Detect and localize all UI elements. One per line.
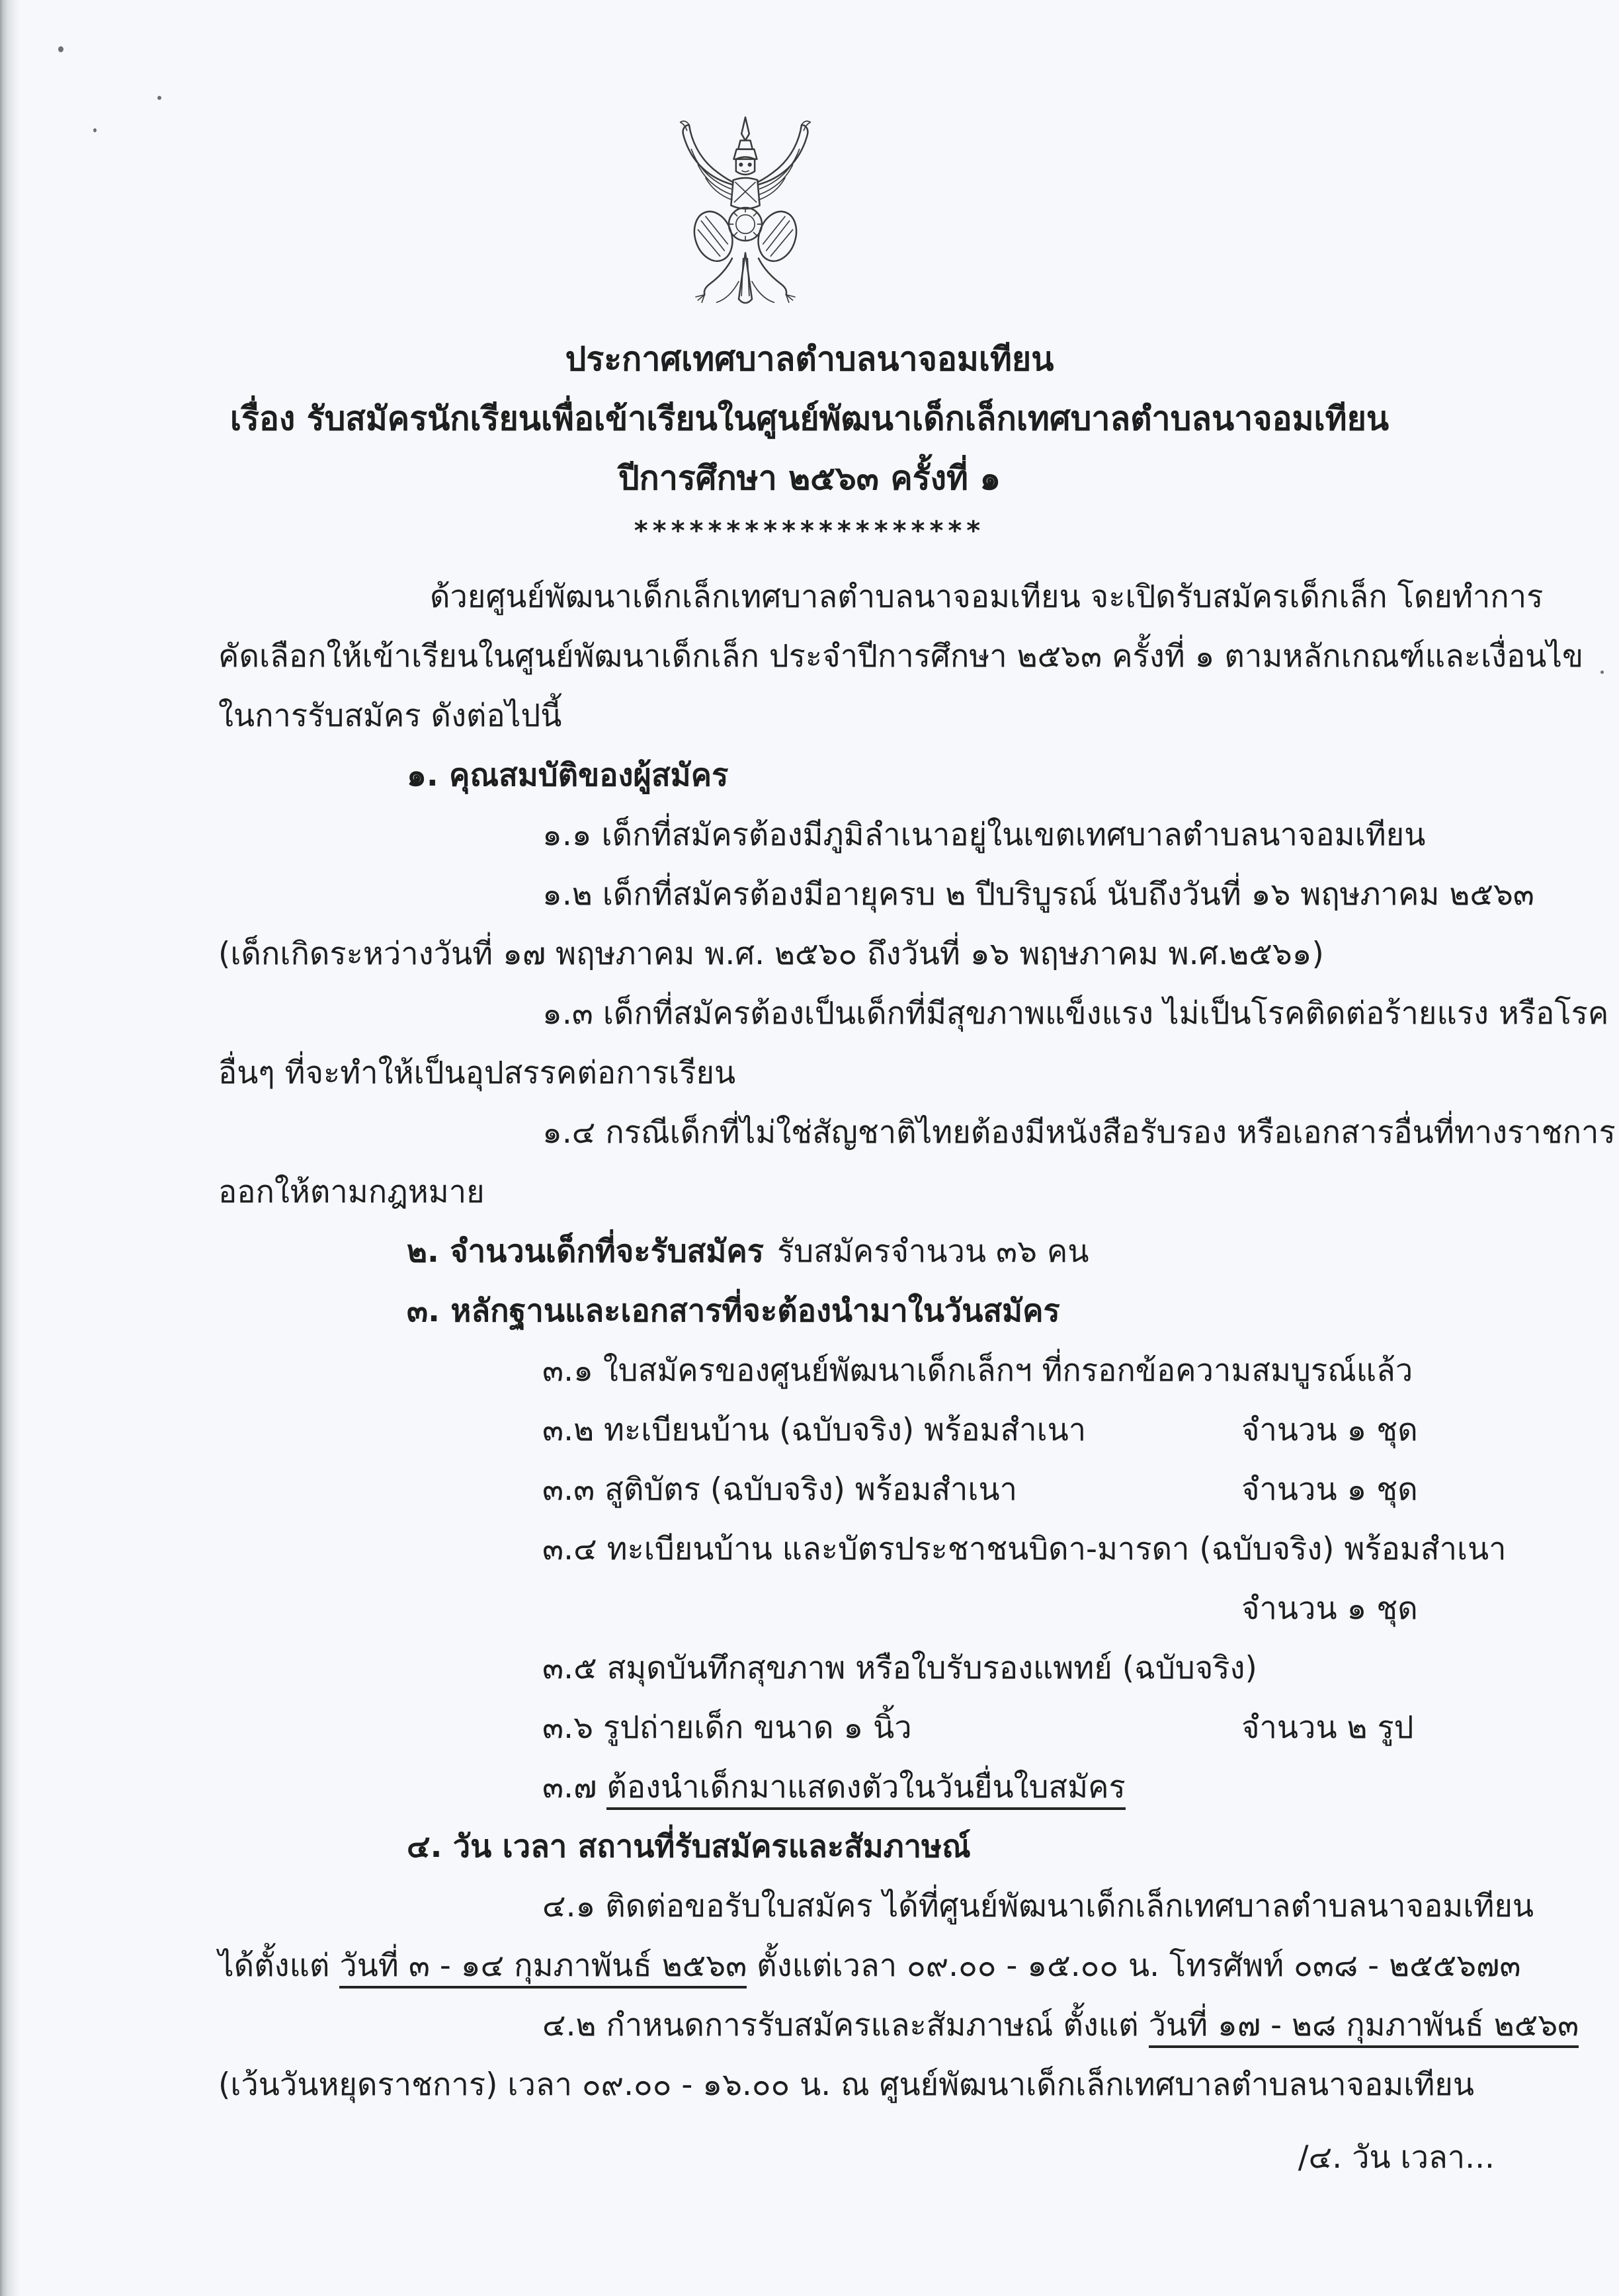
item-1-3-cont: อื่นๆ ที่จะทำให้เป็นอุปสรรคต่อการเรียน (218, 1055, 736, 1091)
item-4-1-suffix: ตั้งแต่เวลา ๐๙.๐๐ - ๑๕.๐๐ น. โทรศัพท์ ๐๓๘ - ๒๕๕๖๗๓ (747, 1948, 1521, 1984)
scan-speck (58, 46, 63, 52)
item-3-2 (218, 1401, 1524, 1460)
item-3-3-text: ๓.๓ สูติบัตร (ฉบับจริง) พร้อมสำเนา (542, 1471, 1018, 1508)
garuda-emblem-icon (663, 114, 828, 335)
item-3-7 (218, 1758, 1524, 1817)
item-1-2: ๑.๒ เด็กที่สมัครต้องมีอายุครบ ๒ ปีบริบูรณ์ นับถึงวันที่ ๑๖ พฤษภาคม ๒๕๖๓ (542, 876, 1534, 913)
item-3-7-number: ๓.๗ (542, 1769, 607, 1805)
item-4-2-prefix: ๔.๒ กำหนดการรับสมัครและสัมภาษณ์ ตั้งแต่ (542, 2007, 1149, 2043)
item-3-2-text: ๓.๒ ทะเบียนบ้าน (ฉบับจริง) พร้อมสำเนา (542, 1412, 1087, 1448)
item-3-3 (218, 1460, 1524, 1520)
item-1-3: ๑.๓ เด็กที่สมัครต้องเป็นเด็กที่มีสุขภาพแข็งแรง ไม่เป็นโรคติดต่อร้ายแรง หรือโรค (542, 995, 1609, 1032)
item-3-7-underlined-text: ต้องนำเด็กมาแสดงตัวในวันยื่นใบสมัคร (606, 1769, 1125, 1810)
item-1-1: ๑.๑ เด็กที่สมัครต้องมีภูมิลำเนาอยู่ในเขตเทศบาลตำบลนาจอมเทียน (542, 817, 1426, 853)
intro-line-1: ด้วยศูนย์พัฒนาเด็กเล็กเทศบาลตำบลนาจอมเทียน จะเปิดรับสมัครเด็กเล็ก โดยทำการ (430, 579, 1544, 615)
item-3-4-quantity: จำนวน ๑ ชุด (1241, 1590, 1418, 1627)
item-3-5: ๓.๕ สมุดบันทึกสุขภาพ หรือใบรับรองแพทย์ (ฉบับจริง) (542, 1650, 1257, 1686)
academic-year-line: ปีการศึกษา ๒๕๖๓ ครั้งที่ ๑ (618, 459, 1001, 497)
item-4-2-cont: (เว้นวันหยุดราชการ) เวลา ๐๙.๐๐ - ๑๖.๐๐ น. ณ ศูนย์พัฒนาเด็กเล็กเทศบาลตำบลนาจอมเทียน (218, 2067, 1474, 2103)
document-body (218, 567, 1616, 2115)
section-2-heading (218, 1222, 1524, 1282)
page-continuation-reference: /๔. วัน เวลา... (1298, 2139, 1495, 2176)
item-3-4-quantity-line (218, 1579, 1524, 1639)
scan-speck (93, 128, 97, 132)
section-3-heading: ๓. หลักฐานและเอกสารที่จะต้องนำมาในวันสมัคร (407, 1293, 1060, 1329)
item-4-2 (218, 1996, 1579, 2055)
scan-speck (157, 96, 161, 100)
item-4-1-underlined-dates: วันที่ ๓ - ๑๔ กุมภาพันธ์ ๒๕๖๓ (339, 1948, 747, 1988)
section-2-title: ๒. จำนวนเด็กที่จะรับสมัคร (407, 1233, 765, 1270)
star-divider: ******************* (634, 516, 985, 546)
item-3-2-quantity: จำนวน ๑ ชุด (1241, 1412, 1418, 1448)
scan-speck (1600, 671, 1604, 674)
item-3-6-quantity: จำนวน ๒ รูป (1241, 1709, 1414, 1746)
item-3-6 (218, 1698, 1524, 1758)
section-4-heading: ๔. วัน เวลา สถานที่รับสมัครและสัมภาษณ์ (407, 1828, 971, 1865)
agency-title: ประกาศเทศบาลตำบลนาจอมเทียน (565, 340, 1054, 378)
item-3-6-text: ๓.๖ รูปถ่ายเด็ก ขนาด ๑ นิ้ว (542, 1709, 912, 1746)
item-4-1: ๔.๑ ติดต่อขอรับใบสมัคร ได้ที่ศูนย์พัฒนาเด็กเล็กเทศบาลตำบลนาจอมเทียน (542, 1888, 1534, 1924)
document-header (0, 329, 1619, 565)
item-3-1: ๓.๑ ใบสมัครของศูนย์พัฒนาเด็กเล็กฯ ที่กรอกข้อความสมบูรณ์แล้ว (542, 1352, 1413, 1389)
item-4-2-underlined-dates: วันที่ ๑๗ - ๒๘ กุมภาพันธ์ ๒๕๖๓ (1149, 2007, 1579, 2048)
subject-line: เรื่อง รับสมัครนักเรียนเพื่อเข้าเรียนในศูนย์พัฒนาเด็กเล็กเทศบาลตำบลนาจอมเทียน (229, 399, 1390, 438)
intro-line-2: คัดเลือกให้เข้าเรียนในศูนย์พัฒนาเด็กเล็ก ประจำปีการศึกษา ๒๕๖๓ ครั้งที่ ๑ ตามหลักเกณฑ์และเงื่อนไข (218, 638, 1584, 675)
section-2-value: รับสมัครจำนวน ๓๖ คน (777, 1233, 1089, 1270)
item-1-4: ๑.๔ กรณีเด็กที่ไม่ใช่สัญชาติไทยต้องมีหนังสือรับรอง หรือเอกสารอื่นที่ทางราชการ (542, 1114, 1616, 1151)
item-4-1-prefix: ได้ตั้งแต่ (218, 1948, 340, 1984)
section-1-heading: ๑. คุณสมบัติของผู้สมัคร (407, 757, 729, 794)
item-3-4: ๓.๔ ทะเบียนบ้าน และบัตรประชาชนบิดา-มารดา (ฉบับจริง) พร้อมสำเนา (542, 1531, 1507, 1567)
item-1-2-cont: (เด็กเกิดระหว่างวันที่ ๑๗ พฤษภาคม พ.ศ. ๒๕๖๐ ถึงวันที่ ๑๖ พฤษภาคม พ.ศ.๒๕๖๑) (218, 936, 1324, 972)
item-3-3-quantity: จำนวน ๑ ชุด (1241, 1471, 1418, 1508)
item-1-4-cont: ออกให้ตามกฎหมาย (218, 1174, 485, 1210)
intro-line-3: ในการรับสมัคร ดังต่อไปนี้ (218, 698, 562, 734)
item-4-1-cont (218, 1936, 1524, 1996)
